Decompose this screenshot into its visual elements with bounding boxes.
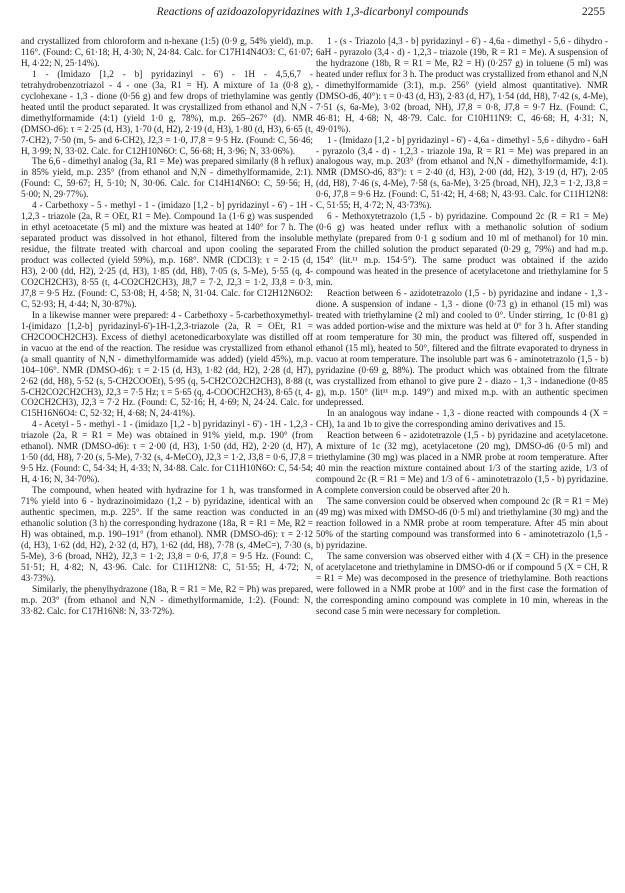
paragraph: 1 - (Imidazo [1,2 - b] pyridazinyl - 6') - 4,6a - dimethyl - 5,6 - dihydro - 6aH - pyrazolo (3,4 - d) - 1,2,3 - triazole 19a, R = R1 = Me) was prepared in an analogous way, m.p. 203° (from ethanol and N,N - dimethylformamide, 4:1). NMR (DMSO-d6, 83°): τ = 2·40 (d, H3), 2·00 (dd, H2), 3·19 (d, H7), 2·05 (dd, H8), 7·46 (s, 4-Me), 7·58 (s, 6a-Me), 3·25 (broad, NH), J2,3 = 1·2, J3,8 = 0·6, J7,8 = 9·6 Hz. (Found: C, 51·42; H, 4·68; N, 43·93. Calc. for C11H12N8: C, 51·55; H, 4·72; N, 43·73%).	[316, 134, 608, 211]
paragraph: The compound, when heated with hydrazine for 1 h, was transformed in 71% yield into 6 - hydrazinoimidazo (1,2 - b) pyridazine, identical with an authentic specimen, m.p. 225°. If the same reaction was conducted in an ethanolic solution (3 h) the corresponding hydrazone (18a, R = R1 = Me, R2 = H) was obtained, m.p. 190–191° (from ethanol). NMR (DMSO-d6): τ = 2·12 (d, H3), 1·62 (dd, H2), 2·32 (d, H7), 1·62 (dd, H8), 7·78 (s, 4MeC=), 7·30 (s, 5-Me), 3·6 (broad, NH2), J2,3 = 1·2; J3,8 = 0·6, J7,8 = 9·5 Hz. (Found: C, 51·51; H, 4·82; N, 43·96. Calc. for C11H12N8: C, 51·55; H, 4·72; N, 43·73%).	[21, 485, 313, 583]
left-column	[21, 36, 313, 617]
paragraph: 1 - (s - Triazolo [4,3 - b] pyridazinyl - 6') - 4,6a - dimethyl - 5,6 - dihydro - 6aH - pyrazolo (3,4 - d) - 1,2,3 - triazole (19b, R = R1 = Me). A suspension of the hydrazone (18b, R = R1 = Me, R2 = H) (0·257 g) in toluene (5 ml) was heated under reflux for 3 h. The product was crystallized from ethanol and N,N - dimethylformamide (3:1), m.p. 256° (yield almost quantitative). NMR (DMSO-d6, 40°): τ = 0·43 (d, H3), 2·83 (d, H7), 1·54 (dd, H8), 7·42 (s, 4-Me), 7·51 (s, 6a-Me), 3·02 (broad, NH), J7,8 = 0·8, J7,8 = 9·7 Hz. (Found: C, 46·81; H, 4·68; N, 48·79. Calc. for C10H11N9: C, 46·68; H, 4·31; N, 49·01%).	[316, 36, 608, 134]
page-number: 2255	[582, 6, 605, 18]
paragraph: The same conversion could be observed when compound 2c (R = R1 = Me) (49 mg) was mixed with DMSO-d6 (0·5 ml) and triethylamine (30 mg) and the reaction followed in a NMR probe at room temperature. After 45 min about 50% of the starting compound was transformed into 6 - aminotetrazolo (1,5 - b) pyridazine.	[316, 496, 608, 550]
paragraph: In a likewise manner were prepared: 4 - Carbethoxy - 5-carbethoxymethyl-1-(imidazo [1,2-b] pyridazinyl-6')-1H-1,2,3-triazole (2a, R = OEt, R1 = CH2COOCH2CH3). Excess of diethyl acetonedicarboxylate was distilled off in vacuo at the end of the reaction. The residue was crystallized from ethanol (a small quantity of N,N - dimethylformamide was added) (yield 45%), m.p. 104–106°. NMR (DMSO-d6): τ = 2·15 (d, H3), 1·82 (dd, H2), 2·28 (d, H7), 2·62 (dd, H8), 5·52 (s, 5-CH2COOEt), 5·95 (q, 5-CH2CO2CH2CH3), 8·88 (t, 5-CH2CO2CH2CH3), J2,3 = 7·5 Hz; τ = 5·65 (q, 4-COOCH2CH3), 8·65 (t, 4-CO2CH2CH3), J2,3 = 7·2 Hz. (Found: C, 52·16; H, 4·69; N, 24·24. Calc. for C15H16N6O4: C, 52·32; H, 4·68; N, 24·41%).	[21, 309, 313, 419]
paragraph: The 6,6 - dimethyl analog (3a, R1 = Me) was prepared similarly (8 h reflux) in 85% yield, m.p. 235° (from ethanol and N,N - dimethylformamide, 2:1). (Found: C, 59·67; H, 5·10; N, 30·06. Calc. for C14H14N6O: C, 59·56; H, 5·00; N, 29·77%).	[21, 156, 313, 200]
page-header	[20, 4, 605, 22]
paragraph: In an analogous way indane - 1,3 - dione reacted with compounds 4 (X = CH), 1a and 1b to give the corresponding amino derivatives and 15.	[316, 408, 608, 430]
paragraph: 1 - (Imidazo [1,2 - b] pyridazinyl - 6') - 1H - 4,5,6,7 - tetrahydrobenzotriazol - 4 - one (3a, R1 = H). A mixture of 1a (0·8 g), cyclohexane - 1,3 - dione (0·56 g) and few drops of triethylamine was gently heated until the product separated. It was crystallized from ethanol and N,N - dimethylformamide (4:1) (yield 1·0 g, 78%), m.p. 265–267° (d). NMR (DMSO-d6): τ = 2·25 (d, H3), 1·70 (d, H2), 2·19 (d, H3), 1·80 (d, H3), 6·65 (t, 7-CH2), 7·50 (m, 5- and 6-CH2), J2,3 = 1·0, J7,8 = 9·5 Hz. (Found: C, 56·46; H, 3·99; N, 33·02. Calc. for C12H10N6O: C, 56·68; H, 3·96; N, 33·06%).	[21, 68, 313, 156]
paragraph: 6 - Methoxytetrazolo (1,5 - b) pyridazine. Compound 2c (R = R1 = Me) (0·6 g) was heated under reflux with a methanolic solution of sodium methylate (prepared from 0·1 g sodium and 10 ml of methanol) for 10 min. From the chilled solution the product separated (0·29 g, 79%) and had m.p. 154° (lit.¹¹ m.p. 154·5°). The same product was obtained if the azido compound was heated in the presence of acetylacetone and triethylamine for 5 min.	[316, 211, 608, 287]
paragraph: Reaction between 6 - azidotetrazole (1,5 - b) pyridazine and acetylacetone. A mixture of 1c (32 mg), acetylacetone (20 mg), DMSO-d6 (0·5 ml) and triethylamine (30 mg) was placed in a NMR probe at room temperature. After 40 min the reaction mixture contained about 1/3 of the starting azide, 1/3 of compound 2c (R = R1 = Me) and 1/3 of 6 - aminotetrazolo (1,5 - b) pyridazine. A complete conversion could be observed after 20 h.	[316, 430, 608, 496]
paragraph: The same conversion was observed either with 4 (X = CH) in the presence of acetylacetone and triethylamine in DMSO-d6 or if compound 5 (X = CH, R = R1 = Me) was decomposed in the presence of triethylamine. Both reactions were followed in a NMR probe at 100° and in the first case the formation of the corresponding amino compound was complete in 10 min, whereas in the second case 5 min were necessary for completion.	[316, 550, 608, 616]
running-title: Reactions of azidoazolopyridazines with 1,3-dicarbonyl compounds	[156, 6, 469, 18]
paragraph: 4 - Carbethoxy - 5 - methyl - 1 - (imidazo [1,2 - b] pyridazinyl - 6') - 1H - 1,2,3 - triazole (2a, R = OEt, R1 = Me). Compound 1a (1·6 g) was suspended in ethyl acetoacetate (5 ml) and the mixture was heated at 140° for 7 h. The separated product was dissolved in hot ethanol, filtered from the insoluble residue, the filtrate treated with charcoal and upon cooling the separated product was collected (yield 59%), m.p. 168°. NMR (CDCl3): τ = 2·15 (d, H3), 2·00 (dd, H2), 2·25 (d, H3), 1·85 (dd, H8), 7·05 (s, 5-Me), 5·55 (q, 4-CO2CH2CH3), 8·55 (t, 4-CO2CH2CH3), J8,7 = 7·2, J2,3 = 1·2, J3,8 = 0·3, J7,8 = 9·5 Hz. (Found: C, 53·08; H, 4·58; N, 31·04. Calc. for C12H12N6O2: C, 52·93; H, 4·44; N, 30·87%).	[21, 200, 313, 309]
right-column	[316, 36, 608, 617]
paragraph: Similarly, the phenylhydrazone (18a, R = R1 = Me, R2 = Ph) was prepared, m.p. 203° (from ethanol and N,N - dimethylformamide, 1:2). (Found: N, 33·82. Calc. for C17H16N8: N, 33·72%).	[21, 583, 313, 616]
paragraph: 4 - Acetyl - 5 - methyl - 1 - (imidazo [1,2 - b] pyridazinyl - 6') - 1H - 1,2,3 - triazole (2a, R = R1 = Me) was obtained in 91% yield, m.p. 190° (from ethanol). NMR (DMSO-d6): τ = 2·00 (d, H3), 1·50 (dd, H2), 2·20 (d, H7), 1·50 (dd, H8), 7·20 (s, 5-Me), 7·32 (s, 4-MeCO), J2,3 = 1·2, J3,8 = 0·6, J7,8 = 9·5 Hz. (Found: C, 54·34; H, 4·33; N, 34·88. Calc. for C11H10N6O: C, 54·54; H, 4·16; N, 34·70%).	[21, 419, 313, 485]
paragraph: Reaction between 6 - azidotetrazolo (1,5 - b) pyridazine and indane - 1,3 - dione. A suspension of indane - 1,3 - dione (0·73 g) in ethanol (15 ml) was treated with triethylamine (2 ml) and cooled to 0°. Under stirring, 1c (0·81 g) was added portion-wise and the mixture was held at 0° for 3 h. After standing at room temperature for 30 min, the product was filtered off, suspended in ethanol (15 ml), heated to 50°, filtered and the filtrate evaporated to dryness in vacuo at room temperature. The insoluble part was 6 - aminotetrazolo (1,5 - b) pyridazine (0·69 g, 88%). The product which was obtained from the filtrate was crystallized from ethanol to give pure 2 - diazo - 1,3 - indanedione (0·85 g), m.p. 150° (lit¹¹ m.p. 149°) and mixed m.p. with an authentic specimen undepressed.	[316, 287, 608, 408]
paragraph: and crystallized from chloroform and n-hexane (1:5) (0·9 g, 54% yield), m.p. 116°. (Found: C, 61·18; H, 4·30; N, 24·84. Calc. for C17H14N4O3: C, 61·07; H, 4·22; N, 25·14%).	[21, 36, 313, 68]
